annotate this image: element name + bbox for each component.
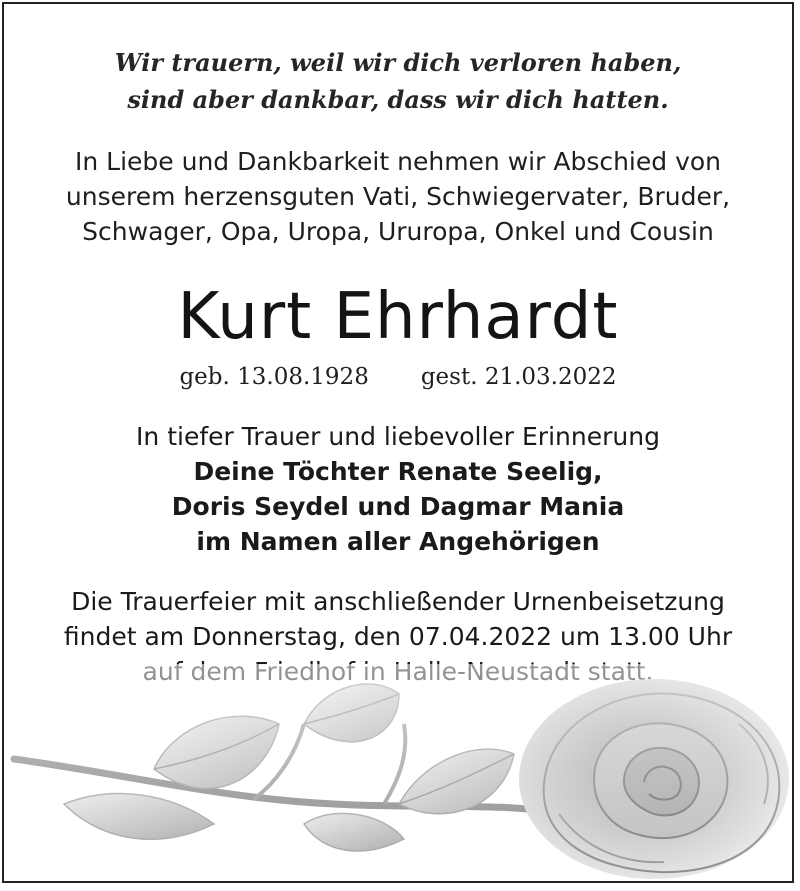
death-date: gest. 21.03.2022 <box>420 364 617 390</box>
rose-illustration-icon <box>4 664 792 881</box>
motto-verse <box>4 44 792 118</box>
signer-line-1: Deine Töchter Renate Seelig, <box>193 457 603 486</box>
birth-date: geb. 13.08.1928 <box>179 364 369 390</box>
intro-line-3: Schwager, Opa, Uropa, Ururopa, Onkel und Cousin <box>82 217 714 246</box>
service-line-1: Die Trauerfeier mit anschließender Urnenbeisetzung <box>71 587 725 616</box>
motto-line-2: sind aber dankbar, dass wir dich hatten. <box>127 85 669 114</box>
life-dates <box>4 359 792 395</box>
mourning-intro: In tiefer Trauer und liebevoller Erinnerung <box>136 422 660 451</box>
obituary-notice <box>2 2 794 883</box>
intro-line-2: unserem herzensguten Vati, Schwiegervater, Bruder, <box>65 182 731 211</box>
service-line-2: findet am Donnerstag, den 07.04.2022 um 13.00 Uhr <box>63 622 733 651</box>
signer-line-2: Doris Seydel und Dagmar Mania <box>171 492 625 521</box>
deceased-name: Kurt Ehrhardt <box>177 280 619 354</box>
motto-line-1: Wir trauern, weil wir dich verloren haben, <box>114 48 682 77</box>
signer-line-3: im Namen aller Angehörigen <box>196 527 600 556</box>
mourning-block <box>4 419 792 559</box>
intro-line-1: In Liebe und Dankbarkeit nehmen wir Abschied von <box>74 147 722 176</box>
intro-text <box>4 144 792 249</box>
